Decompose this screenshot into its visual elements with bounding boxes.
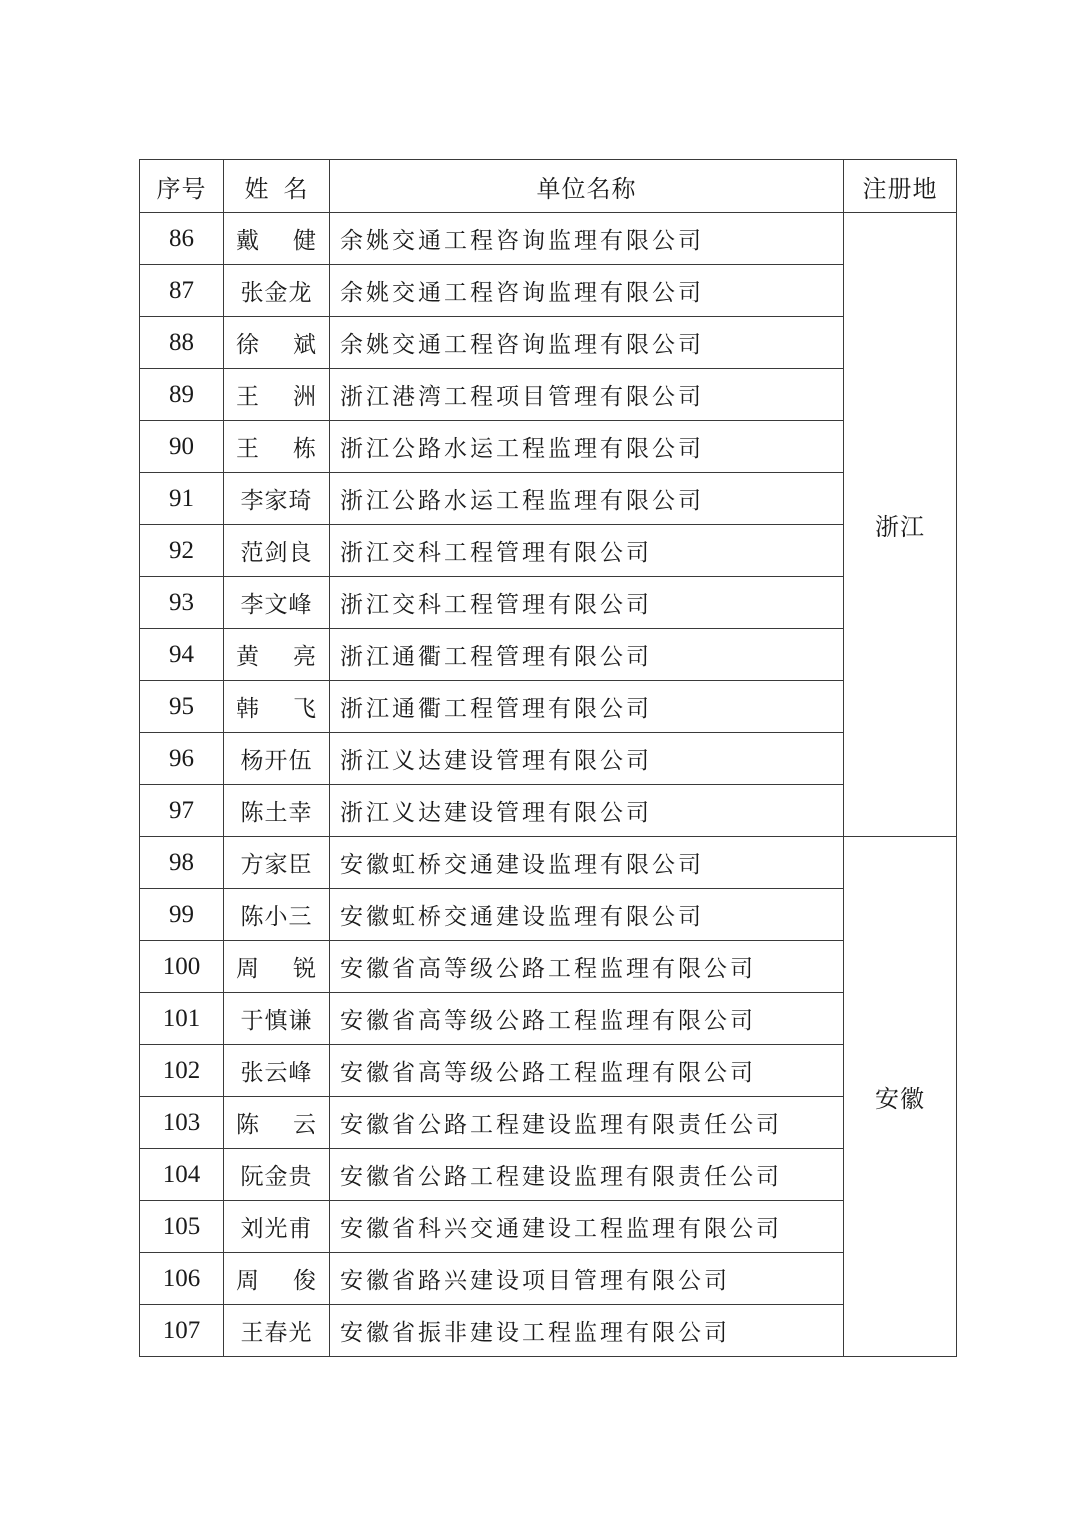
cell-name bbox=[224, 1253, 330, 1305]
name-spaced bbox=[224, 326, 329, 359]
cell-no: 95 bbox=[140, 681, 224, 733]
cell-organization: 浙江交科工程管理有限公司 bbox=[330, 525, 844, 577]
cell-organization: 浙江公路水运工程监理有限公司 bbox=[330, 421, 844, 473]
table-row bbox=[140, 317, 957, 369]
cell-no: 93 bbox=[140, 577, 224, 629]
cell-name: 于慎谦 bbox=[224, 993, 330, 1045]
cell-organization: 安徽省高等级公路工程监理有限公司 bbox=[330, 1045, 844, 1097]
name-char: 亮 bbox=[293, 644, 317, 670]
header-org: 单位名称 bbox=[330, 160, 844, 213]
cell-no: 96 bbox=[140, 733, 224, 785]
table-row bbox=[140, 1253, 957, 1305]
cell-no: 103 bbox=[140, 1097, 224, 1149]
cell-no: 92 bbox=[140, 525, 224, 577]
name-char: 韩 bbox=[236, 696, 260, 722]
table-row bbox=[140, 1201, 957, 1253]
table-row bbox=[140, 837, 957, 889]
name-char: 周 bbox=[236, 956, 260, 982]
cell-name: 杨开伍 bbox=[224, 733, 330, 785]
header-name-second: 名 bbox=[283, 174, 309, 203]
table-row bbox=[140, 421, 957, 473]
name-char: 飞 bbox=[293, 696, 317, 722]
cell-no: 105 bbox=[140, 1201, 224, 1253]
cell-no: 106 bbox=[140, 1253, 224, 1305]
cell-organization: 安徽省公路工程建设监理有限责任公司 bbox=[330, 1149, 844, 1201]
name-char: 健 bbox=[293, 228, 317, 254]
cell-no: 104 bbox=[140, 1149, 224, 1201]
cell-no: 107 bbox=[140, 1305, 224, 1357]
cell-name bbox=[224, 213, 330, 265]
cell-no: 94 bbox=[140, 629, 224, 681]
cell-organization: 浙江通衢工程管理有限公司 bbox=[330, 681, 844, 733]
name-char: 锐 bbox=[293, 956, 317, 982]
table-row bbox=[140, 889, 957, 941]
cell-organization: 浙江港湾工程项目管理有限公司 bbox=[330, 369, 844, 421]
table-row bbox=[140, 733, 957, 785]
name-char: 黄 bbox=[236, 644, 260, 670]
cell-organization: 安徽虹桥交通建设监理有限公司 bbox=[330, 837, 844, 889]
cell-name: 刘光甫 bbox=[224, 1201, 330, 1253]
table-row bbox=[140, 525, 957, 577]
name-spaced bbox=[224, 950, 329, 983]
cell-organization: 余姚交通工程咨询监理有限公司 bbox=[330, 317, 844, 369]
name-char: 周 bbox=[236, 1268, 260, 1294]
cell-organization: 浙江义达建设管理有限公司 bbox=[330, 785, 844, 837]
cell-name: 李文峰 bbox=[224, 577, 330, 629]
cell-organization: 安徽省高等级公路工程监理有限公司 bbox=[330, 993, 844, 1045]
header-no: 序号 bbox=[140, 160, 224, 213]
cell-no: 98 bbox=[140, 837, 224, 889]
cell-name: 陈小三 bbox=[224, 889, 330, 941]
cell-name: 张金龙 bbox=[224, 265, 330, 317]
cell-organization: 安徽省高等级公路工程监理有限公司 bbox=[330, 941, 844, 993]
cell-name: 方家臣 bbox=[224, 837, 330, 889]
table-row bbox=[140, 369, 957, 421]
cell-organization: 余姚交通工程咨询监理有限公司 bbox=[330, 265, 844, 317]
header-region: 注册地 bbox=[844, 160, 957, 213]
registration-list-page bbox=[139, 159, 956, 1357]
cell-name bbox=[224, 317, 330, 369]
cell-region: 浙江 bbox=[844, 213, 957, 837]
cell-no: 90 bbox=[140, 421, 224, 473]
name-char: 戴 bbox=[236, 228, 260, 254]
table-row bbox=[140, 265, 957, 317]
table-row bbox=[140, 473, 957, 525]
cell-name: 阮金贵 bbox=[224, 1149, 330, 1201]
cell-region: 安徽 bbox=[844, 837, 957, 1357]
name-char: 云 bbox=[293, 1112, 317, 1138]
cell-no: 87 bbox=[140, 265, 224, 317]
table-row bbox=[140, 1305, 957, 1357]
cell-organization: 安徽省振非建设工程监理有限公司 bbox=[330, 1305, 844, 1357]
name-spaced bbox=[224, 638, 329, 671]
name-char: 俊 bbox=[293, 1268, 317, 1294]
header-row bbox=[140, 160, 957, 213]
header-name bbox=[224, 160, 330, 213]
cell-name bbox=[224, 681, 330, 733]
registration-table bbox=[139, 159, 957, 1357]
cell-name bbox=[224, 421, 330, 473]
table-row bbox=[140, 785, 957, 837]
name-spaced bbox=[224, 690, 329, 723]
name-char: 洲 bbox=[293, 384, 317, 410]
cell-no: 99 bbox=[140, 889, 224, 941]
table-row bbox=[140, 1149, 957, 1201]
cell-organization: 浙江公路水运工程监理有限公司 bbox=[330, 473, 844, 525]
cell-no: 86 bbox=[140, 213, 224, 265]
name-spaced bbox=[224, 1106, 329, 1139]
cell-name bbox=[224, 941, 330, 993]
cell-name bbox=[224, 369, 330, 421]
cell-name bbox=[224, 629, 330, 681]
cell-no: 88 bbox=[140, 317, 224, 369]
name-char: 王 bbox=[236, 384, 260, 410]
name-spaced bbox=[224, 378, 329, 411]
cell-organization: 安徽虹桥交通建设监理有限公司 bbox=[330, 889, 844, 941]
cell-no: 97 bbox=[140, 785, 224, 837]
table-row bbox=[140, 681, 957, 733]
table-body bbox=[140, 213, 957, 1357]
cell-organization: 浙江交科工程管理有限公司 bbox=[330, 577, 844, 629]
name-spaced bbox=[224, 1262, 329, 1295]
cell-organization: 浙江义达建设管理有限公司 bbox=[330, 733, 844, 785]
cell-no: 100 bbox=[140, 941, 224, 993]
table-row bbox=[140, 577, 957, 629]
name-spaced bbox=[224, 430, 329, 463]
table-row bbox=[140, 1097, 957, 1149]
cell-name: 王春光 bbox=[224, 1305, 330, 1357]
cell-organization: 安徽省公路工程建设监理有限责任公司 bbox=[330, 1097, 844, 1149]
table-row bbox=[140, 629, 957, 681]
name-char: 徐 bbox=[236, 332, 260, 358]
table-row bbox=[140, 1045, 957, 1097]
name-char: 栋 bbox=[293, 436, 317, 462]
name-char: 陈 bbox=[236, 1112, 260, 1138]
cell-organization: 浙江通衢工程管理有限公司 bbox=[330, 629, 844, 681]
cell-no: 91 bbox=[140, 473, 224, 525]
header-name-first: 姓 bbox=[244, 174, 270, 203]
table-row bbox=[140, 993, 957, 1045]
table-header bbox=[140, 160, 957, 213]
name-spaced bbox=[224, 222, 329, 255]
name-char: 斌 bbox=[293, 332, 317, 358]
name-char: 王 bbox=[236, 436, 260, 462]
cell-organization: 安徽省路兴建设项目管理有限公司 bbox=[330, 1253, 844, 1305]
cell-no: 89 bbox=[140, 369, 224, 421]
table-row bbox=[140, 941, 957, 993]
cell-name: 李家琦 bbox=[224, 473, 330, 525]
cell-name bbox=[224, 1097, 330, 1149]
table-row bbox=[140, 213, 957, 265]
cell-name: 陈土幸 bbox=[224, 785, 330, 837]
cell-organization: 安徽省科兴交通建设工程监理有限公司 bbox=[330, 1201, 844, 1253]
cell-name: 张云峰 bbox=[224, 1045, 330, 1097]
cell-no: 101 bbox=[140, 993, 224, 1045]
cell-no: 102 bbox=[140, 1045, 224, 1097]
cell-name: 范剑良 bbox=[224, 525, 330, 577]
cell-organization: 余姚交通工程咨询监理有限公司 bbox=[330, 213, 844, 265]
